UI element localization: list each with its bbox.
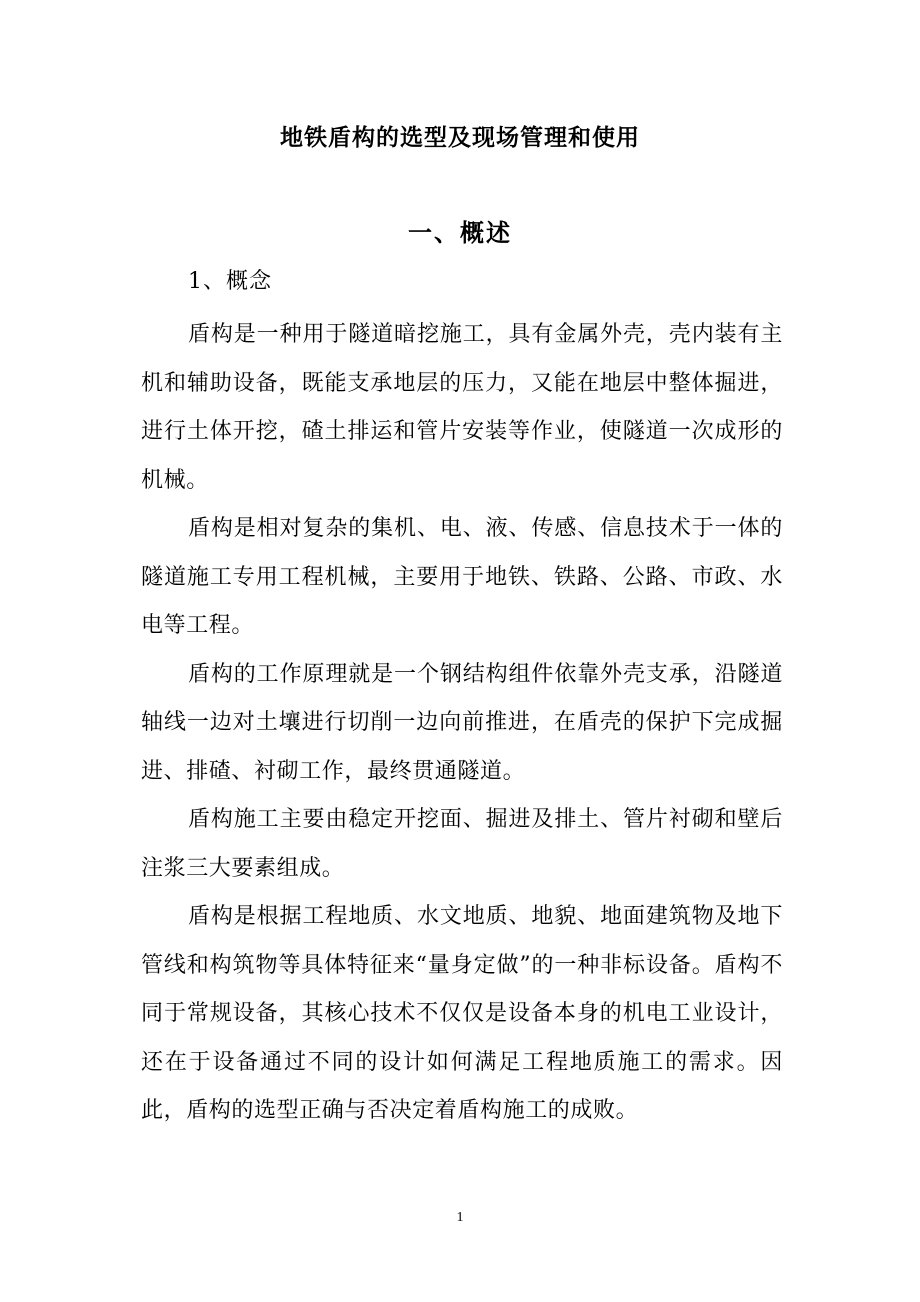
body-text (141, 311, 783, 1136)
section-heading: 一、概述 (408, 218, 512, 247)
page-number: 1 (456, 1210, 464, 1225)
paragraph: 盾构施工主要由稳定开挖面、掘进及排土、管片衬砌和壁后注浆三大要素组成。 (141, 807, 783, 881)
paragraph: 盾构的工作原理就是一个钢结构组件依靠外壳支承，沿隧道轴线一边对土壤进行切削一边向前推进，在盾壳的保护下完成掘进、排碴、衬砌工作，最终贯通隧道。 (141, 661, 783, 784)
document-title: 地铁盾构的选型及现场管理和使用 (280, 124, 640, 151)
subheading: 1、概念 (188, 269, 272, 294)
paragraph: 盾构是根据工程地质、水文地质、地貌、地面建筑物及地下管线和构筑物等具体特征来“量身定做”的一种非标设备。盾构不同于常规设备，其核心技术不仅仅是设备本身的机电工业设计，还在于设备通过不同的设计如何满足工程地质施工的需求。因此，盾构的选型正确与否决定着盾构施工的成败。 (141, 904, 783, 1123)
paragraph: 盾构是一种用于隧道暗挖施工，具有金属外壳，壳内装有主机和辅助设备，既能支承地层的压力，又能在地层中整体掘进，进行土体开挖，碴土排运和管片安装等作业，使隧道一次成形的机械。 (141, 322, 783, 493)
paragraph: 盾构是相对复杂的集机、电、液、传感、信息技术于一体的隧道施工专用工程机械，主要用于地铁、铁路、公路、市政、水电等工程。 (141, 516, 783, 638)
